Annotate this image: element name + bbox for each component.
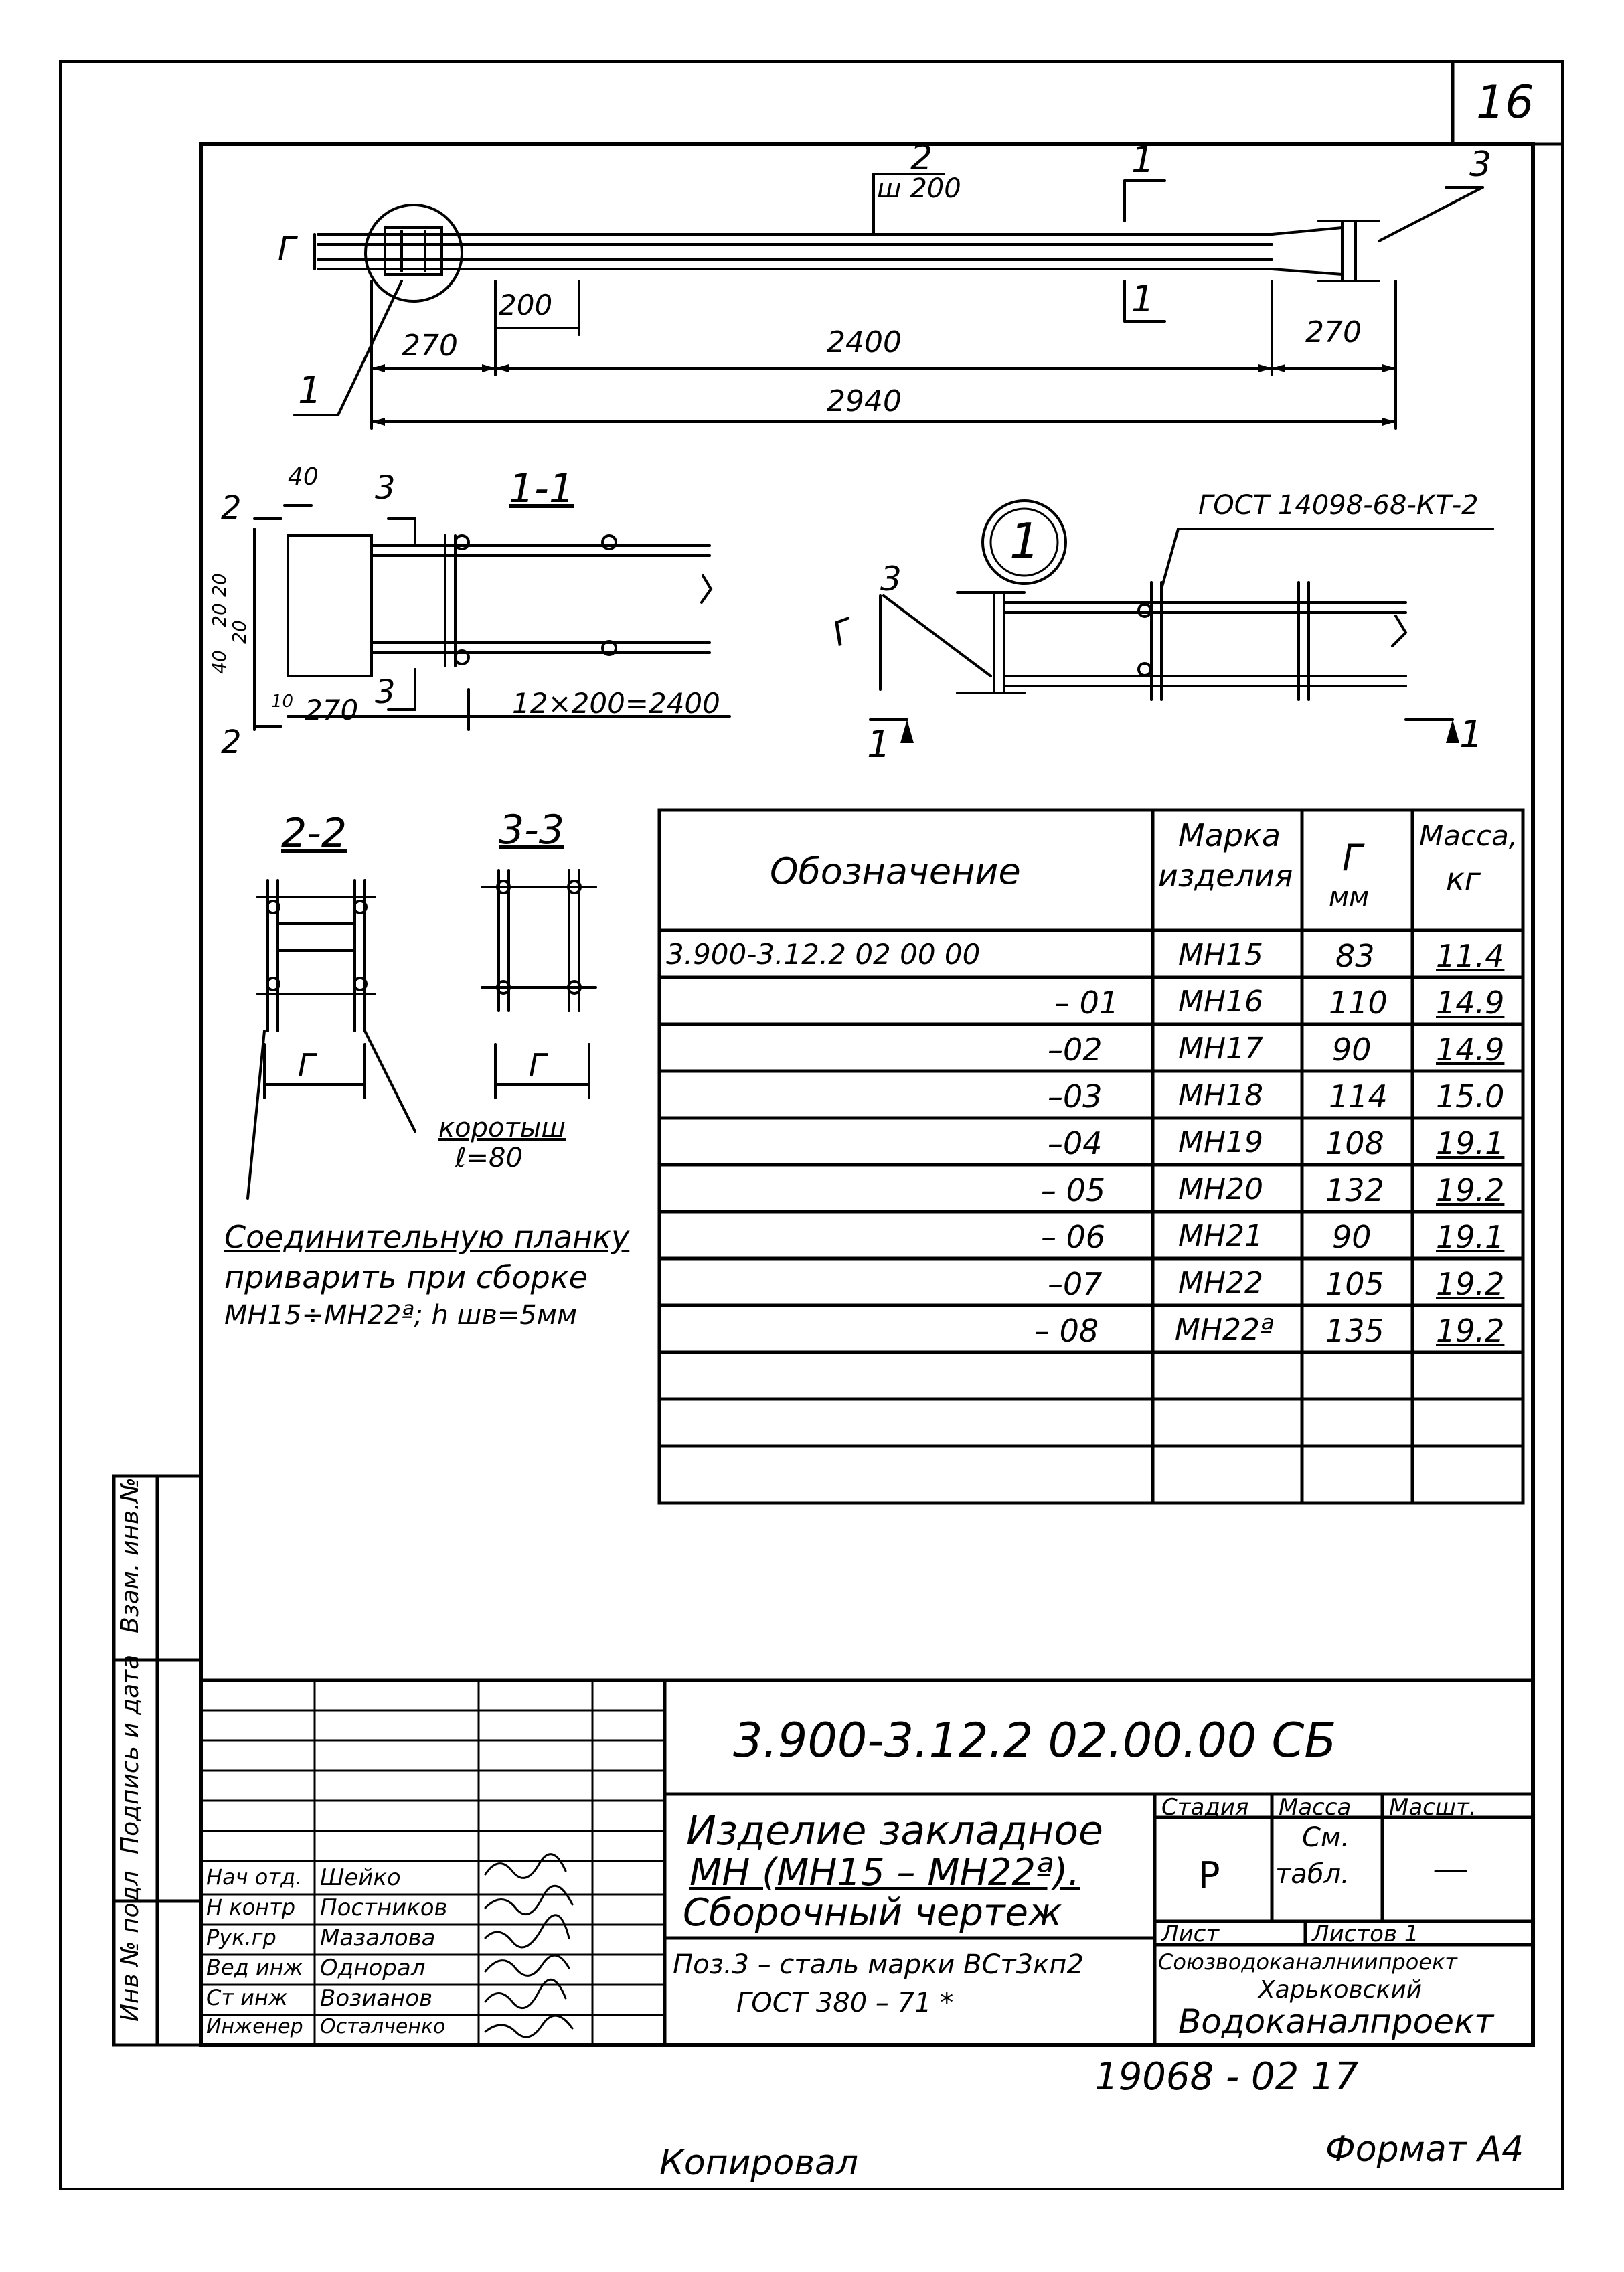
spec-header-gamma: Г <box>1342 837 1363 879</box>
signature-list <box>201 1861 665 2045</box>
row-mass: 19.2 <box>1436 1313 1505 1349</box>
product-name-line1: Изделие закладное <box>686 1807 1103 1854</box>
table-row <box>659 977 1523 1024</box>
detail-1-section-right: 1 <box>1459 713 1483 756</box>
dimension-270-left: 270 <box>402 329 458 363</box>
callout-position-1: 1 <box>298 369 322 412</box>
section-3-3-dim-gamma: Г <box>529 1047 546 1083</box>
row-mark: МН21 <box>1178 1219 1264 1253</box>
signature-name: Осталченко <box>320 2015 446 2038</box>
table-row <box>659 1212 1523 1259</box>
weld-note-line2: приварить при сборке <box>224 1259 588 1295</box>
side-stamp-replacement: Взам. инв.№ <box>116 1477 144 1633</box>
side-stamp-inventory: Инв № подл <box>116 1870 144 2022</box>
org-line2: Харьковский <box>1258 1976 1423 2004</box>
row-designation: –07 <box>1048 1266 1103 1302</box>
table-row <box>659 1259 1523 1305</box>
signature-name: Шейко <box>320 1864 401 1891</box>
spec-header-mark-1: Марка <box>1178 817 1281 854</box>
row-gamma: 105 <box>1325 1266 1384 1302</box>
section-1-1-mark-2-top: 2 <box>221 489 242 527</box>
row-mass: 11.4 <box>1436 938 1505 974</box>
table-row <box>659 930 1523 977</box>
row-designation: –02 <box>1048 1032 1103 1068</box>
scale-label: Масшт. <box>1389 1794 1477 1821</box>
stage-value: Р <box>1198 1854 1220 1896</box>
section-2-2-title: 2-2 <box>281 810 347 857</box>
row-designation: –04 <box>1048 1125 1103 1161</box>
row-mass: 19.2 <box>1436 1266 1505 1302</box>
row-mark: МН19 <box>1178 1125 1264 1159</box>
row-designation: – 06 <box>1041 1219 1106 1255</box>
detail-1-section-left: 1 <box>867 723 891 766</box>
section-1-1-dims-left-1: 20 <box>208 573 230 597</box>
weld-note-line1: Соединительную планку <box>224 1219 630 1255</box>
section-1-1-mark-2-bottom: 2 <box>221 724 242 761</box>
section-3-3-title: 3-3 <box>499 807 564 854</box>
signature-role: Н контр <box>206 1894 296 1920</box>
table-row <box>659 1165 1523 1212</box>
row-gamma: 83 <box>1335 938 1375 974</box>
detail-1-dim-gamma: Г <box>827 611 858 655</box>
material-line2: ГОСТ 380 – 71 * <box>736 1987 954 2018</box>
scale-value: — <box>1433 1848 1469 1890</box>
dimension-2400: 2400 <box>827 325 902 359</box>
section-1-1-dim-40-top: 40 <box>288 463 319 491</box>
row-mark: МН16 <box>1178 985 1264 1019</box>
row-designation: – 05 <box>1041 1172 1106 1208</box>
spec-header-designation: Обозначение <box>770 850 1021 892</box>
row-gamma: 108 <box>1325 1125 1384 1161</box>
signature-role: Вед инж <box>206 1955 303 1980</box>
pipe-label: ш 200 <box>877 173 961 204</box>
signature-role: Инженер <box>206 2015 303 2038</box>
dimension-270-right: 270 <box>1305 315 1362 349</box>
spec-table-body <box>659 930 1523 1352</box>
section-1-1-dims-left-3: 20 <box>228 620 250 644</box>
section-1-1-dim-270: 270 <box>305 694 359 726</box>
mass-label: Масса <box>1279 1794 1352 1821</box>
row-mark: МН18 <box>1178 1078 1264 1113</box>
row-mass: 19.2 <box>1436 1172 1505 1208</box>
row-mass: 14.9 <box>1436 1032 1505 1068</box>
copied-label: Копировал <box>659 2143 859 2183</box>
doc-code: 3.900-3.12.2 02.00.00 СБ <box>733 1713 1337 1768</box>
row-mass: 15.0 <box>1436 1078 1505 1115</box>
callout-position-3: 3 <box>1469 145 1492 185</box>
org-line1: Союзводоканалниипроект <box>1158 1949 1457 1975</box>
section-1-1-dim-10: 10 <box>271 692 294 712</box>
mass-value-line2: табл. <box>1275 1859 1350 1890</box>
format-label: Формат А4 <box>1325 2129 1524 2170</box>
signature-role: Ст инж <box>206 1985 288 2010</box>
signature-name: Однорал <box>320 1955 426 1981</box>
row-designation: 3.900-3.12.2 02 00 00 <box>666 938 981 971</box>
spec-header-mass-1: Масса, <box>1419 819 1518 852</box>
signature-role: Рук.гр <box>206 1925 276 1950</box>
section-2-2-dim-gamma: Г <box>298 1047 315 1083</box>
table-row <box>659 1024 1523 1071</box>
row-mass: 19.1 <box>1436 1219 1505 1255</box>
material-line1: Поз.3 – сталь марки ВСт3кп2 <box>673 1949 1084 1980</box>
spec-header-mass-2: кг <box>1446 861 1481 897</box>
row-mark: МН20 <box>1178 1172 1264 1206</box>
section-1-1-mark-3-bottom: 3 <box>375 673 396 711</box>
detail-1-circle-label: 1 <box>1009 513 1040 569</box>
signature-role: Нач отд. <box>206 1864 303 1890</box>
row-mark: МН22ª <box>1175 1313 1274 1347</box>
row-gamma: 132 <box>1325 1172 1384 1208</box>
row-designation: – 08 <box>1034 1313 1099 1349</box>
callout-position-2: 2 <box>910 138 933 178</box>
detail-1-lines <box>870 501 1493 720</box>
row-gamma: 110 <box>1329 985 1388 1021</box>
section-1-1-dims-left-4: 40 <box>208 650 230 674</box>
row-gamma: 90 <box>1332 1032 1372 1068</box>
signature-name: Мазалова <box>320 1925 436 1951</box>
signature-name: Возианов <box>320 1985 433 2012</box>
section-1-1-mark-3-top: 3 <box>375 469 396 507</box>
stage-label: Стадия <box>1161 1794 1249 1821</box>
stub-note-line1: коротыш <box>438 1113 566 1143</box>
row-mass: 14.9 <box>1436 985 1505 1021</box>
row-designation: –03 <box>1048 1078 1103 1115</box>
weld-note-line3: МН15÷МН22ª; h шв=5мм <box>224 1300 578 1331</box>
row-gamma: 135 <box>1325 1313 1384 1349</box>
product-name-line2: МН (МН15 – МН22ª). <box>689 1851 1080 1894</box>
section-mark-top: 1 <box>1131 139 1155 181</box>
sheet-label: Лист <box>1161 1921 1220 1947</box>
section-mark-bottom: 1 <box>1131 278 1155 320</box>
spec-header-gamma-unit: мм <box>1329 882 1370 912</box>
org-line3: Водоканалпроект <box>1178 2002 1494 2041</box>
section-1-1-dim-spacing: 12×200=2400 <box>512 687 720 720</box>
spec-header-mark-2: изделия <box>1158 858 1293 894</box>
dimension-200: 200 <box>499 289 553 321</box>
stub-note-line2: ℓ=80 <box>455 1143 523 1173</box>
sheets-label: Листов 1 <box>1312 1921 1419 1947</box>
table-row <box>659 1118 1523 1165</box>
signature-name: Постников <box>320 1894 448 1921</box>
detail-1-mark-3: 3 <box>880 560 902 598</box>
side-stamp-signature-date: Подпись и дата <box>116 1654 144 1854</box>
row-mark: МН22 <box>1178 1266 1264 1300</box>
table-row <box>659 1305 1523 1352</box>
section-1-1-dims-left-2: 20 <box>208 603 230 627</box>
section-1-1-title: 1-1 <box>509 465 574 512</box>
detail-1-gost-label: ГОСТ 14098-68-КТ-2 <box>1198 490 1479 521</box>
mass-value-line1: См. <box>1302 1822 1350 1853</box>
row-mass: 19.1 <box>1436 1125 1505 1161</box>
dimension-2940: 2940 <box>827 384 902 418</box>
sheet-number: 16 <box>1476 76 1534 129</box>
product-name-line3: Сборочный чертеж <box>683 1891 1062 1935</box>
row-gamma: 90 <box>1332 1219 1372 1255</box>
dimension-gamma-top: Г <box>278 230 296 268</box>
row-gamma: 114 <box>1329 1078 1388 1115</box>
row-mark: МН17 <box>1178 1032 1264 1066</box>
row-mark: МН15 <box>1178 938 1264 972</box>
row-designation: – 01 <box>1054 985 1119 1021</box>
table-row <box>659 1071 1523 1118</box>
section-2-2-lines <box>248 880 415 1198</box>
archive-number: 19068 - 02 17 <box>1094 2055 1359 2099</box>
